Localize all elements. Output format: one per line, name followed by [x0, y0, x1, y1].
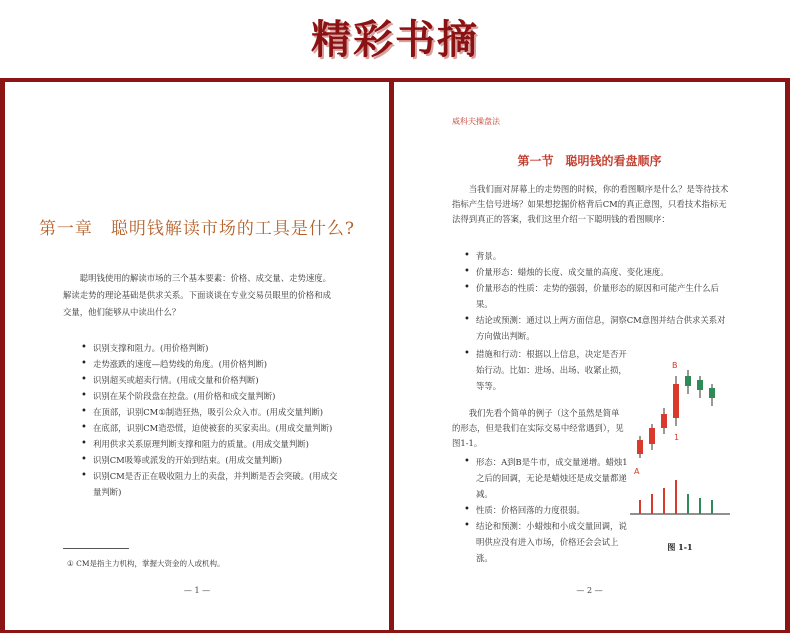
- list-item: • 价量形态的性质：走势的强弱，价量形态的原因和可能产生什么后果。: [462, 280, 732, 312]
- list-item: • 识别在某个阶段盘在控盘。(用价格和成交量判断): [79, 388, 341, 404]
- label-b: B: [672, 361, 678, 370]
- list-item: • 识别超买或超卖行情。(用成交量和价格判断): [79, 372, 341, 388]
- list-item: • 价量形态：蜡烛的长度、成交量的高度、变化速度。: [462, 264, 732, 280]
- list-item: • 走势涨跌的速度—趋势线的角度。(用价格判断): [79, 356, 341, 372]
- left-page: [5, 82, 389, 630]
- list-item: • 背景。: [462, 248, 732, 264]
- list-item: • 识别CM吸筹或派发的开始到结束。(用成交量判断): [79, 452, 341, 468]
- list-item: • 性质：价格回落的力度很弱。: [462, 502, 630, 518]
- list-item: • 在底部，识别CM造恐慌，迫使被套的买家卖出。(用成交量判断): [79, 420, 341, 436]
- list-item: • 识别CM是否正在吸收阻力上的卖盘，并判断是否会突破。(用成交量判断): [79, 468, 341, 500]
- left-bullet-list: [79, 340, 341, 500]
- section-title: 第一节 聪明钱的看盘顺序: [517, 154, 662, 168]
- list-item: • 形态：A到B是牛市，成交量递增。蜡烛1之后的回调，无论是蜡烛还是成交量都递减。: [462, 454, 630, 502]
- right-bullet-list-action: [462, 346, 627, 394]
- candle-down: [685, 376, 691, 386]
- example-paragraph: 我们先看个简单的例子（这个虽然是简单的形态，但是我们在实际交易中经常遇到），见图1-1。: [452, 408, 624, 448]
- list-item: • 利用供求关系原理判断支撑和阻力的质量。(用成交量判断): [79, 436, 341, 452]
- page-number: — 2 —: [576, 586, 603, 595]
- right-bullet-list: [462, 248, 732, 344]
- volume-bar: [651, 494, 653, 514]
- volume-bar: [675, 480, 677, 514]
- right-page: [394, 82, 785, 630]
- footnote-divider: [63, 548, 129, 549]
- banner-title: 精彩书摘: [311, 17, 479, 63]
- label-1: 1: [674, 433, 680, 442]
- list-item: • 结论和预测：小蜡烛和小成交量回调，说明供应没有进入市场，价格还会会试上涨。: [462, 518, 630, 566]
- volume-bar: [699, 498, 701, 514]
- right-intro-paragraph: 当我们面对屏幕上的走势图的时候，你的看图顺序是什么？是等待技术指标产生信号进场？如果想挖掘价格背后CM的真正意图，只看技术指标无法得到真正的答案，我们这里介绍一下聪明钱的看图顺序：: [452, 184, 729, 224]
- candlestick-group: [637, 370, 715, 458]
- candle-up: [637, 440, 643, 454]
- volume-bar: [687, 494, 689, 514]
- volume-bars: [630, 480, 730, 514]
- right-bullet-list-2: [462, 454, 630, 566]
- chapter-title: 第一章 聪明钱解读市场的工具是什么?: [38, 219, 356, 239]
- left-intro-paragraph: 聪明钱使用的解读市场的三个基本要素：价格、成交量、走势速度。解读走势的理论基础是供求关系。下面谈谈在专业交易员眼里的价格和成交量，他们能够从中读出什么？: [63, 273, 332, 317]
- candle-up: [649, 428, 655, 444]
- volume-bar: [663, 488, 665, 514]
- candle-down: [709, 388, 715, 398]
- list-item: • 识别支撑和阻力。(用价格判断): [79, 340, 341, 356]
- volume-bar: [639, 500, 641, 514]
- candle-up: [661, 414, 667, 428]
- list-item: • 措施和行动：根据以上信息，决定是否开始行动。比如：进场、出场、收紧止损，等等。: [462, 346, 627, 394]
- label-a: A: [634, 467, 640, 476]
- page-number: — 1 —: [183, 586, 211, 595]
- volume-bar: [711, 500, 713, 514]
- candle-up: [673, 384, 679, 418]
- list-item: • 结论或预测：通过以上两方面信息，洞察CM意图并结合供求关系对方向做出判断。: [462, 312, 732, 344]
- footnote: ① CM是指主力机构，掌握大资金的人或机构。: [67, 559, 225, 568]
- figure-candlestick-chart: [630, 354, 730, 536]
- list-item: • 在顶部，识别CM①制造狂热，吸引公众入市。(用成交量判断): [79, 404, 341, 420]
- running-header: 威科夫操盘法: [452, 117, 500, 126]
- banner: [0, 0, 790, 78]
- figure-caption: 图 1-1: [667, 542, 693, 552]
- candle-down: [697, 380, 703, 390]
